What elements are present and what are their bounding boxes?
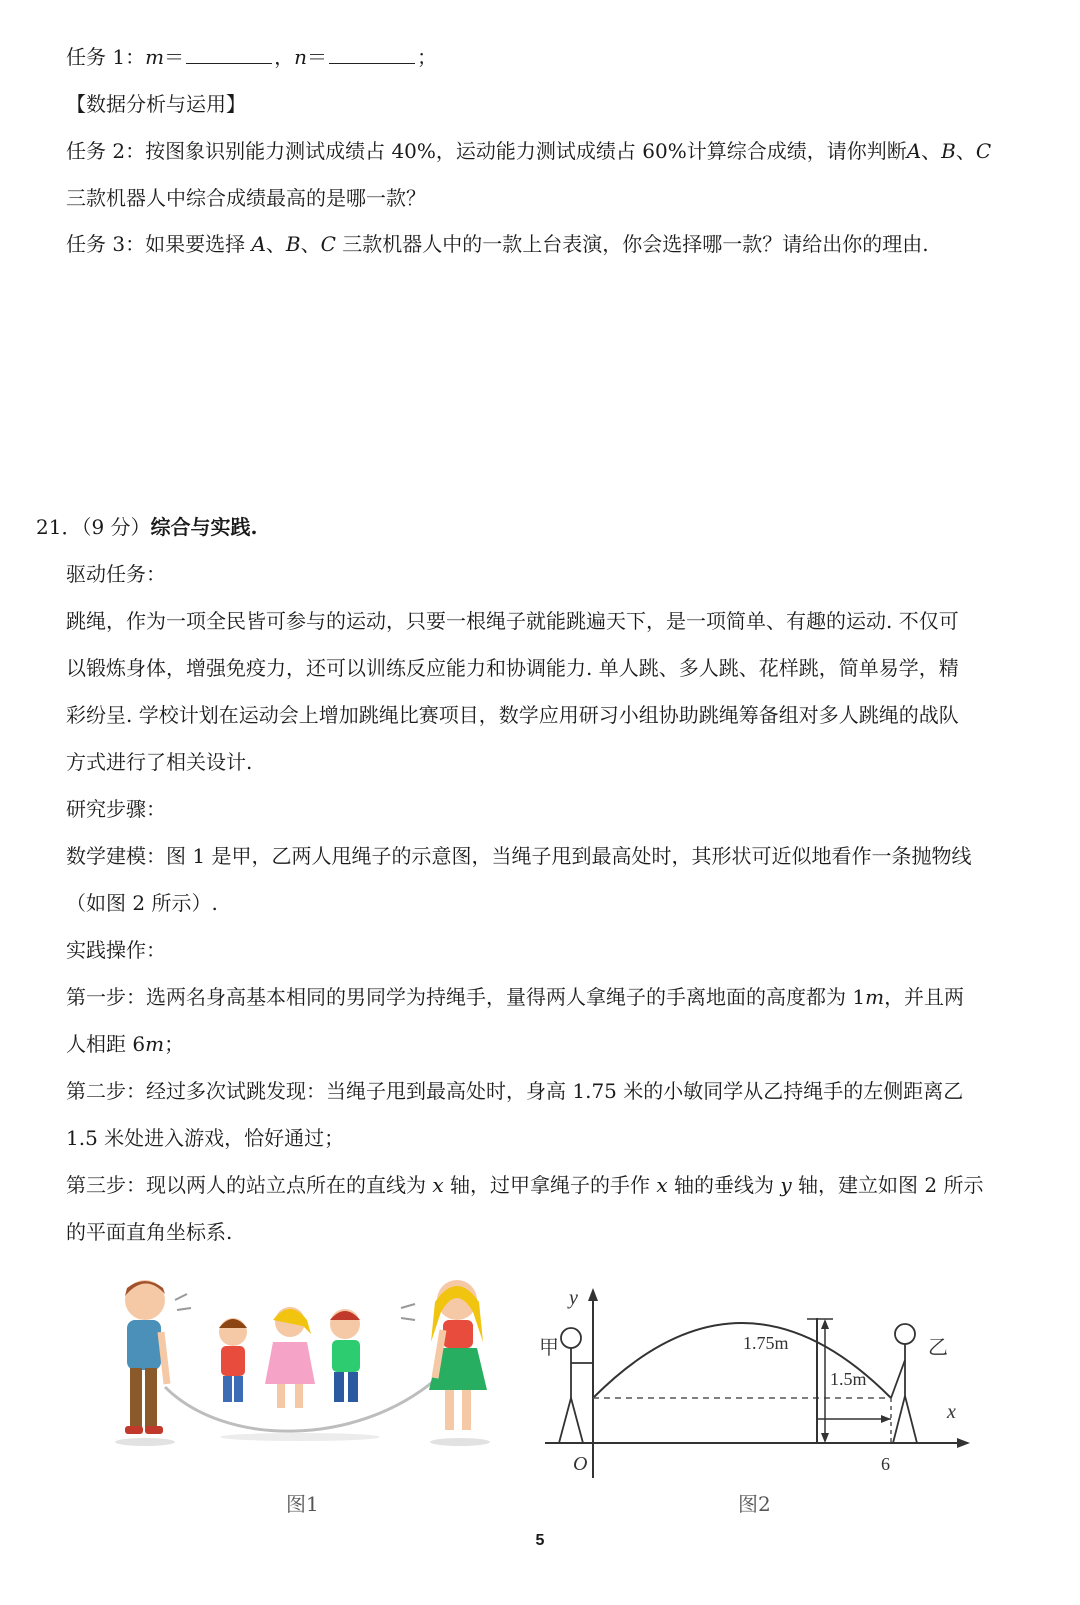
figure2-caption: 图2 (738, 1492, 771, 1516)
punct: 、 (265, 232, 286, 256)
page-number: 5 (535, 1532, 545, 1549)
distance-label: 1.5m (830, 1369, 867, 1389)
task2-text: 任务 2：按图象识别能力测试成绩占 40%，运动能力测试成绩占 60%计算综合成绩，请你判断 (66, 139, 907, 163)
research-steps-label: 研究步骤： (66, 797, 166, 821)
modeling-line1: 数学建模：图 1 是甲，乙两人甩绳子的示意图，当绳子甩到最高处时，其形状可近似地看作一条抛物线 (66, 844, 972, 868)
practice-label: 实践操作： (66, 938, 166, 962)
y-axis-label: y (569, 1287, 578, 1309)
robot-b: B (941, 139, 956, 163)
var-n: n (294, 45, 307, 69)
figure2-diagram (539, 1287, 995, 1488)
height-label: 1.75m (743, 1333, 789, 1353)
jia-label: 甲 (539, 1337, 559, 1359)
person-yi-icon (891, 1324, 917, 1443)
kid-1-icon (219, 1318, 247, 1402)
robot-c: C (320, 232, 336, 256)
step2-line2: 1.5 米处进入游戏，恰好通过； (66, 1126, 345, 1150)
question-21-header (36, 512, 258, 542)
modeling-line2: （如图 2 所示）. (66, 891, 218, 915)
task2-line2: 三款机器人中综合成绩最高的是哪一款？ (66, 186, 426, 210)
unit-m: m (145, 1032, 165, 1056)
step3-text: 第三步：现以两人的站立点所在的直线为 (66, 1173, 426, 1197)
punct: 、 (955, 139, 976, 163)
figure1-caption: 图1 (286, 1492, 319, 1516)
answer-blank-n[interactable] (329, 45, 415, 64)
step1-line1 (66, 982, 964, 1012)
question-number: 21．（9 分） (36, 515, 151, 539)
para1-line1: 跳绳，作为一项全民皆可参与的运动，只要一根绳子就能跳遍天下，是一项简单、有趣的运动. 不仅可 (66, 609, 959, 633)
girl-right-icon (429, 1280, 487, 1430)
y-axis-arrow-icon (588, 1288, 598, 1301)
answer-blank-m[interactable] (186, 45, 272, 64)
yi-label: 乙 (928, 1337, 948, 1359)
var-x: x (432, 1173, 444, 1197)
step1-text: 第一步：选两名身高基本相同的男同学为持绳手，量得两人拿绳子的手离地面的高度都为 1 (66, 985, 866, 1009)
robot-c: C (975, 139, 992, 163)
equals-sign: ＝ (164, 45, 185, 69)
punct: 、 (300, 232, 321, 256)
separator: ， (274, 45, 295, 69)
para1-line4: 方式进行了相关设计. (66, 750, 253, 774)
step3-text-mid2: 轴的垂线为 (674, 1173, 774, 1197)
step3-text-mid: 轴，过甲拿绳子的手作 (450, 1173, 650, 1197)
person-jia-icon (559, 1328, 593, 1443)
robot-a: A (906, 139, 922, 163)
step3-line2: 的平面直角坐标系. (66, 1220, 233, 1244)
x-axis-arrow-icon (957, 1438, 970, 1448)
equals-sign: ＝ (306, 45, 327, 69)
drive-task-label: 驱动任务： (66, 562, 166, 586)
step2-line1: 第二步：经过多次试跳发现：当绳子甩到最高处时，身高 1.75 米的小敏同学从乙持绳手的左侧距离乙 (66, 1079, 964, 1103)
task2-line1 (66, 136, 991, 166)
step1-line2 (66, 1029, 184, 1059)
robot-b: B (285, 232, 301, 256)
step3-text-post: 轴，建立如图 2 所示 (798, 1173, 984, 1197)
task3-text-pre: 任务 3：如果要选择 (66, 232, 246, 256)
kid-3-icon (330, 1309, 360, 1402)
question-title: 综合与实践. (150, 515, 258, 539)
kid-2-icon (265, 1307, 315, 1408)
tick-6-label: 6 (881, 1454, 890, 1474)
figure1-illustration (105, 1272, 500, 1452)
para1-line3: 彩纷呈. 学校计划在运动会上增加跳绳比赛项目，数学应用研习小组协助跳绳筹备组对多人跳绳的战队 (66, 703, 959, 727)
unit-m: m (865, 985, 885, 1009)
task3-line (66, 229, 929, 259)
x-axis-label: x (947, 1401, 956, 1423)
para1-line2: 以锻炼身体，增强免疫力，还可以训练反应能力和协调能力. 单人跳、多人跳、花样跳，简单易学，精 (66, 656, 959, 680)
boy-left-icon (125, 1280, 167, 1434)
origin-label: O (573, 1453, 588, 1475)
step1-text2: 人相距 6 (66, 1032, 146, 1056)
step3-line1 (66, 1170, 983, 1200)
punct: 、 (921, 139, 942, 163)
step1-text-end: ，并且两 (884, 985, 965, 1009)
task1-label: 任务 1： (66, 45, 146, 69)
semicolon: ； (416, 45, 437, 69)
task1-line (66, 42, 437, 72)
section-heading: 【数据分析与运用】 (66, 92, 246, 116)
var-x: x (656, 1173, 668, 1197)
task3-text-post: 三款机器人中的一款上台表演，你会选择哪一款？请给出你的理由. (342, 232, 929, 256)
var-m: m (145, 45, 165, 69)
var-y: y (780, 1173, 792, 1197)
robot-a: A (251, 232, 266, 256)
punct: ； (164, 1032, 185, 1056)
